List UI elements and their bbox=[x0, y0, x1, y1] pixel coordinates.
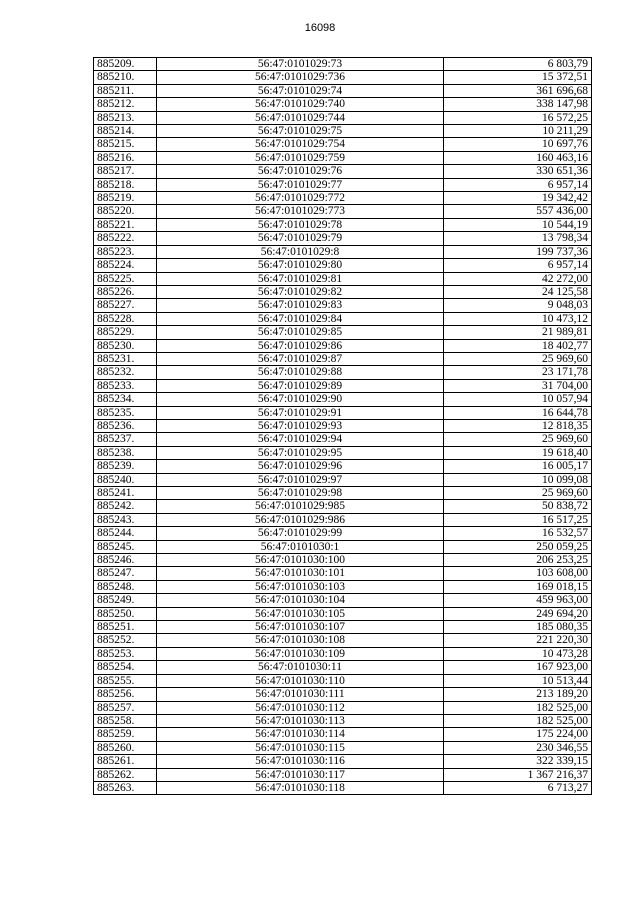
cadastral-number-cell: 56:47:0101029:82 bbox=[157, 285, 444, 298]
row-number-cell: 885234. bbox=[94, 393, 157, 406]
row-number-cell: 885258. bbox=[94, 714, 157, 727]
table-row bbox=[94, 178, 592, 191]
table-row bbox=[94, 567, 592, 580]
table-row bbox=[94, 487, 592, 500]
cadastral-value-cell: 175 224,00 bbox=[444, 728, 592, 741]
table-row bbox=[94, 326, 592, 339]
cadastral-number-cell: 56:47:0101029:96 bbox=[157, 460, 444, 473]
cadastral-number-cell: 56:47:0101030:117 bbox=[157, 768, 444, 781]
table-row bbox=[94, 339, 592, 352]
row-number-cell: 885245. bbox=[94, 540, 157, 553]
table-row bbox=[94, 406, 592, 419]
cadastral-number-cell: 56:47:0101029:985 bbox=[157, 500, 444, 513]
cadastral-value-cell: 221 220,30 bbox=[444, 634, 592, 647]
cadastral-value-cell: 160 463,16 bbox=[444, 151, 592, 164]
table-row bbox=[94, 285, 592, 298]
row-number-cell: 885244. bbox=[94, 527, 157, 540]
row-number-cell: 885227. bbox=[94, 299, 157, 312]
cadastral-number-cell: 56:47:0101029:78 bbox=[157, 218, 444, 231]
cadastral-number-cell: 56:47:0101029:91 bbox=[157, 406, 444, 419]
table-row bbox=[94, 701, 592, 714]
row-number-cell: 885226. bbox=[94, 285, 157, 298]
cadastral-value-cell: 10 544,19 bbox=[444, 218, 592, 231]
table-row bbox=[94, 540, 592, 553]
table-row bbox=[94, 84, 592, 97]
cadastral-value-cell: 12 818,35 bbox=[444, 419, 592, 432]
row-number-cell: 885246. bbox=[94, 554, 157, 567]
table-row bbox=[94, 594, 592, 607]
row-number-cell: 885255. bbox=[94, 674, 157, 687]
cadastral-value-cell: 16 532,57 bbox=[444, 527, 592, 540]
cadastral-value-cell: 10 697,76 bbox=[444, 138, 592, 151]
table-row bbox=[94, 111, 592, 124]
table-row bbox=[94, 138, 592, 151]
row-number-cell: 885262. bbox=[94, 768, 157, 781]
cadastral-number-cell: 56:47:0101029:93 bbox=[157, 419, 444, 432]
cadastral-number-cell: 56:47:0101029:87 bbox=[157, 352, 444, 365]
row-number-cell: 885222. bbox=[94, 232, 157, 245]
row-number-cell: 885209. bbox=[94, 58, 157, 71]
table-row bbox=[94, 259, 592, 272]
table-row bbox=[94, 98, 592, 111]
row-number-cell: 885219. bbox=[94, 192, 157, 205]
table-row bbox=[94, 352, 592, 365]
cadastral-value-cell: 182 525,00 bbox=[444, 701, 592, 714]
cadastral-value-cell: 10 513,44 bbox=[444, 674, 592, 687]
cadastral-value-cell: 19 618,40 bbox=[444, 446, 592, 459]
table-row bbox=[94, 500, 592, 513]
cadastral-value-cell: 25 969,60 bbox=[444, 433, 592, 446]
row-number-cell: 885220. bbox=[94, 205, 157, 218]
cadastral-number-cell: 56:47:0101029:89 bbox=[157, 379, 444, 392]
cadastral-value-cell: 16 572,25 bbox=[444, 111, 592, 124]
row-number-cell: 885224. bbox=[94, 259, 157, 272]
cadastral-value-cell: 199 737,36 bbox=[444, 245, 592, 258]
table-row bbox=[94, 527, 592, 540]
row-number-cell: 885213. bbox=[94, 111, 157, 124]
cadastral-number-cell: 56:47:0101030:107 bbox=[157, 621, 444, 634]
cadastral-number-cell: 56:47:0101029:8 bbox=[157, 245, 444, 258]
cadastral-value-table bbox=[93, 57, 592, 795]
cadastral-value-cell: 10 099,08 bbox=[444, 473, 592, 486]
cadastral-value-cell: 6 957,14 bbox=[444, 178, 592, 191]
row-number-cell: 885225. bbox=[94, 272, 157, 285]
row-number-cell: 885216. bbox=[94, 151, 157, 164]
table-row bbox=[94, 299, 592, 312]
cadastral-number-cell: 56:47:0101030:1 bbox=[157, 540, 444, 553]
cadastral-value-cell: 31 704,00 bbox=[444, 379, 592, 392]
cadastral-number-cell: 56:47:0101029:740 bbox=[157, 98, 444, 111]
row-number-cell: 885223. bbox=[94, 245, 157, 258]
cadastral-value-cell: 23 171,78 bbox=[444, 366, 592, 379]
row-number-cell: 885257. bbox=[94, 701, 157, 714]
cadastral-value-cell: 10 473,12 bbox=[444, 312, 592, 325]
row-number-cell: 885211. bbox=[94, 84, 157, 97]
row-number-cell: 885249. bbox=[94, 594, 157, 607]
table-row bbox=[94, 661, 592, 674]
row-number-cell: 885210. bbox=[94, 71, 157, 84]
cadastral-number-cell: 56:47:0101029:81 bbox=[157, 272, 444, 285]
cadastral-number-cell: 56:47:0101029:74 bbox=[157, 84, 444, 97]
table-row bbox=[94, 379, 592, 392]
row-number-cell: 885233. bbox=[94, 379, 157, 392]
cadastral-value-cell: 169 018,15 bbox=[444, 580, 592, 593]
cadastral-value-cell: 230 346,55 bbox=[444, 741, 592, 754]
row-number-cell: 885212. bbox=[94, 98, 157, 111]
cadastral-number-cell: 56:47:0101030:115 bbox=[157, 741, 444, 754]
cadastral-value-cell: 6 713,27 bbox=[444, 781, 592, 794]
cadastral-number-cell: 56:47:0101029:736 bbox=[157, 71, 444, 84]
table-row bbox=[94, 245, 592, 258]
cadastral-number-cell: 56:47:0101029:744 bbox=[157, 111, 444, 124]
cadastral-number-cell: 56:47:0101029:95 bbox=[157, 446, 444, 459]
cadastral-value-cell: 185 080,35 bbox=[444, 621, 592, 634]
cadastral-value-cell: 18 402,77 bbox=[444, 339, 592, 352]
row-number-cell: 885237. bbox=[94, 433, 157, 446]
row-number-cell: 885228. bbox=[94, 312, 157, 325]
cadastral-value-cell: 330 651,36 bbox=[444, 165, 592, 178]
cadastral-number-cell: 56:47:0101029:84 bbox=[157, 312, 444, 325]
cadastral-number-cell: 56:47:0101029:75 bbox=[157, 125, 444, 138]
row-number-cell: 885251. bbox=[94, 621, 157, 634]
cadastral-number-cell: 56:47:0101029:86 bbox=[157, 339, 444, 352]
cadastral-value-cell: 15 372,51 bbox=[444, 71, 592, 84]
cadastral-value-cell: 50 838,72 bbox=[444, 500, 592, 513]
cadastral-value-cell: 206 253,25 bbox=[444, 554, 592, 567]
cadastral-number-cell: 56:47:0101029:773 bbox=[157, 205, 444, 218]
row-number-cell: 885248. bbox=[94, 580, 157, 593]
table-row bbox=[94, 58, 592, 71]
cadastral-value-cell: 6 803,79 bbox=[444, 58, 592, 71]
row-number-cell: 885252. bbox=[94, 634, 157, 647]
cadastral-value-cell: 167 923,00 bbox=[444, 661, 592, 674]
table-row bbox=[94, 446, 592, 459]
cadastral-number-cell: 56:47:0101030:100 bbox=[157, 554, 444, 567]
row-number-cell: 885256. bbox=[94, 688, 157, 701]
cadastral-value-cell: 10 473,28 bbox=[444, 647, 592, 660]
cadastral-number-cell: 56:47:0101030:113 bbox=[157, 714, 444, 727]
table-row bbox=[94, 728, 592, 741]
row-number-cell: 885250. bbox=[94, 607, 157, 620]
cadastral-number-cell: 56:47:0101029:88 bbox=[157, 366, 444, 379]
cadastral-value-cell: 249 694,20 bbox=[444, 607, 592, 620]
cadastral-value-cell: 13 798,34 bbox=[444, 232, 592, 245]
table-body bbox=[94, 58, 592, 795]
cadastral-value-cell: 19 342,42 bbox=[444, 192, 592, 205]
cadastral-number-cell: 56:47:0101029:73 bbox=[157, 58, 444, 71]
cadastral-number-cell: 56:47:0101029:98 bbox=[157, 487, 444, 500]
table-row bbox=[94, 768, 592, 781]
table-row bbox=[94, 366, 592, 379]
row-number-cell: 885260. bbox=[94, 741, 157, 754]
table-row bbox=[94, 393, 592, 406]
cadastral-number-cell: 56:47:0101030:118 bbox=[157, 781, 444, 794]
table-row bbox=[94, 460, 592, 473]
cadastral-number-cell: 56:47:0101029:986 bbox=[157, 513, 444, 526]
table-row bbox=[94, 192, 592, 205]
cadastral-number-cell: 56:47:0101029:772 bbox=[157, 192, 444, 205]
row-number-cell: 885231. bbox=[94, 352, 157, 365]
table-row bbox=[94, 688, 592, 701]
cadastral-number-cell: 56:47:0101030:109 bbox=[157, 647, 444, 660]
table-row bbox=[94, 232, 592, 245]
cadastral-value-cell: 338 147,98 bbox=[444, 98, 592, 111]
row-number-cell: 885235. bbox=[94, 406, 157, 419]
table-row bbox=[94, 125, 592, 138]
cadastral-number-cell: 56:47:0101029:759 bbox=[157, 151, 444, 164]
row-number-cell: 885238. bbox=[94, 446, 157, 459]
row-number-cell: 885230. bbox=[94, 339, 157, 352]
table-row bbox=[94, 218, 592, 231]
cadastral-number-cell: 56:47:0101030:112 bbox=[157, 701, 444, 714]
cadastral-value-cell: 213 189,20 bbox=[444, 688, 592, 701]
cadastral-number-cell: 56:47:0101030:104 bbox=[157, 594, 444, 607]
table-row bbox=[94, 272, 592, 285]
cadastral-number-cell: 56:47:0101029:94 bbox=[157, 433, 444, 446]
table-row bbox=[94, 741, 592, 754]
row-number-cell: 885261. bbox=[94, 755, 157, 768]
table-row bbox=[94, 755, 592, 768]
table-row bbox=[94, 647, 592, 660]
table-row bbox=[94, 621, 592, 634]
cadastral-number-cell: 56:47:0101030:101 bbox=[157, 567, 444, 580]
row-number-cell: 885218. bbox=[94, 178, 157, 191]
table-row bbox=[94, 165, 592, 178]
row-number-cell: 885236. bbox=[94, 419, 157, 432]
table-row bbox=[94, 554, 592, 567]
table-row bbox=[94, 312, 592, 325]
cadastral-number-cell: 56:47:0101029:83 bbox=[157, 299, 444, 312]
row-number-cell: 885253. bbox=[94, 647, 157, 660]
table-row bbox=[94, 714, 592, 727]
cadastral-number-cell: 56:47:0101029:76 bbox=[157, 165, 444, 178]
cadastral-number-cell: 56:47:0101029:90 bbox=[157, 393, 444, 406]
table-row bbox=[94, 513, 592, 526]
cadastral-value-cell: 25 969,60 bbox=[444, 487, 592, 500]
cadastral-value-cell: 182 525,00 bbox=[444, 714, 592, 727]
row-number-cell: 885241. bbox=[94, 487, 157, 500]
cadastral-number-cell: 56:47:0101029:77 bbox=[157, 178, 444, 191]
cadastral-number-cell: 56:47:0101030:11 bbox=[157, 661, 444, 674]
cadastral-number-cell: 56:47:0101030:110 bbox=[157, 674, 444, 687]
row-number-cell: 885229. bbox=[94, 326, 157, 339]
table-row bbox=[94, 781, 592, 794]
cadastral-number-cell: 56:47:0101030:108 bbox=[157, 634, 444, 647]
row-number-cell: 885263. bbox=[94, 781, 157, 794]
cadastral-number-cell: 56:47:0101030:116 bbox=[157, 755, 444, 768]
table-row bbox=[94, 433, 592, 446]
cadastral-number-cell: 56:47:0101029:80 bbox=[157, 259, 444, 272]
row-number-cell: 885254. bbox=[94, 661, 157, 674]
table-row bbox=[94, 151, 592, 164]
cadastral-value-cell: 250 059,25 bbox=[444, 540, 592, 553]
row-number-cell: 885247. bbox=[94, 567, 157, 580]
cadastral-number-cell: 56:47:0101029:754 bbox=[157, 138, 444, 151]
cadastral-value-cell: 25 969,60 bbox=[444, 352, 592, 365]
cadastral-number-cell: 56:47:0101030:105 bbox=[157, 607, 444, 620]
cadastral-value-cell: 24 125,58 bbox=[444, 285, 592, 298]
cadastral-value-cell: 322 339,15 bbox=[444, 755, 592, 768]
cadastral-value-cell: 103 608,00 bbox=[444, 567, 592, 580]
table-row bbox=[94, 205, 592, 218]
cadastral-value-cell: 6 957,14 bbox=[444, 259, 592, 272]
row-number-cell: 885243. bbox=[94, 513, 157, 526]
table-row bbox=[94, 634, 592, 647]
row-number-cell: 885221. bbox=[94, 218, 157, 231]
cadastral-value-cell: 10 057,94 bbox=[444, 393, 592, 406]
cadastral-value-cell: 10 211,29 bbox=[444, 125, 592, 138]
row-number-cell: 885259. bbox=[94, 728, 157, 741]
table-row bbox=[94, 607, 592, 620]
cadastral-number-cell: 56:47:0101029:97 bbox=[157, 473, 444, 486]
cadastral-number-cell: 56:47:0101029:79 bbox=[157, 232, 444, 245]
row-number-cell: 885214. bbox=[94, 125, 157, 138]
cadastral-value-cell: 16 644,78 bbox=[444, 406, 592, 419]
cadastral-number-cell: 56:47:0101030:103 bbox=[157, 580, 444, 593]
table-row bbox=[94, 71, 592, 84]
table-row bbox=[94, 674, 592, 687]
cadastral-value-cell: 21 989,81 bbox=[444, 326, 592, 339]
page-number: 16098 bbox=[304, 22, 336, 34]
row-number-cell: 885240. bbox=[94, 473, 157, 486]
table-row bbox=[94, 473, 592, 486]
cadastral-value-cell: 1 367 216,37 bbox=[444, 768, 592, 781]
row-number-cell: 885215. bbox=[94, 138, 157, 151]
cadastral-number-cell: 56:47:0101029:99 bbox=[157, 527, 444, 540]
cadastral-value-cell: 361 696,68 bbox=[444, 84, 592, 97]
cadastral-value-cell: 42 272,00 bbox=[444, 272, 592, 285]
cadastral-value-cell: 9 048,03 bbox=[444, 299, 592, 312]
row-number-cell: 885217. bbox=[94, 165, 157, 178]
table-row bbox=[94, 580, 592, 593]
cadastral-value-cell: 16 005,17 bbox=[444, 460, 592, 473]
cadastral-number-cell: 56:47:0101030:111 bbox=[157, 688, 444, 701]
row-number-cell: 885232. bbox=[94, 366, 157, 379]
table-row bbox=[94, 419, 592, 432]
row-number-cell: 885242. bbox=[94, 500, 157, 513]
cadastral-value-cell: 16 517,25 bbox=[444, 513, 592, 526]
cadastral-number-cell: 56:47:0101029:85 bbox=[157, 326, 444, 339]
cadastral-value-cell: 557 436,00 bbox=[444, 205, 592, 218]
cadastral-number-cell: 56:47:0101030:114 bbox=[157, 728, 444, 741]
cadastral-value-cell: 459 963,00 bbox=[444, 594, 592, 607]
row-number-cell: 885239. bbox=[94, 460, 157, 473]
